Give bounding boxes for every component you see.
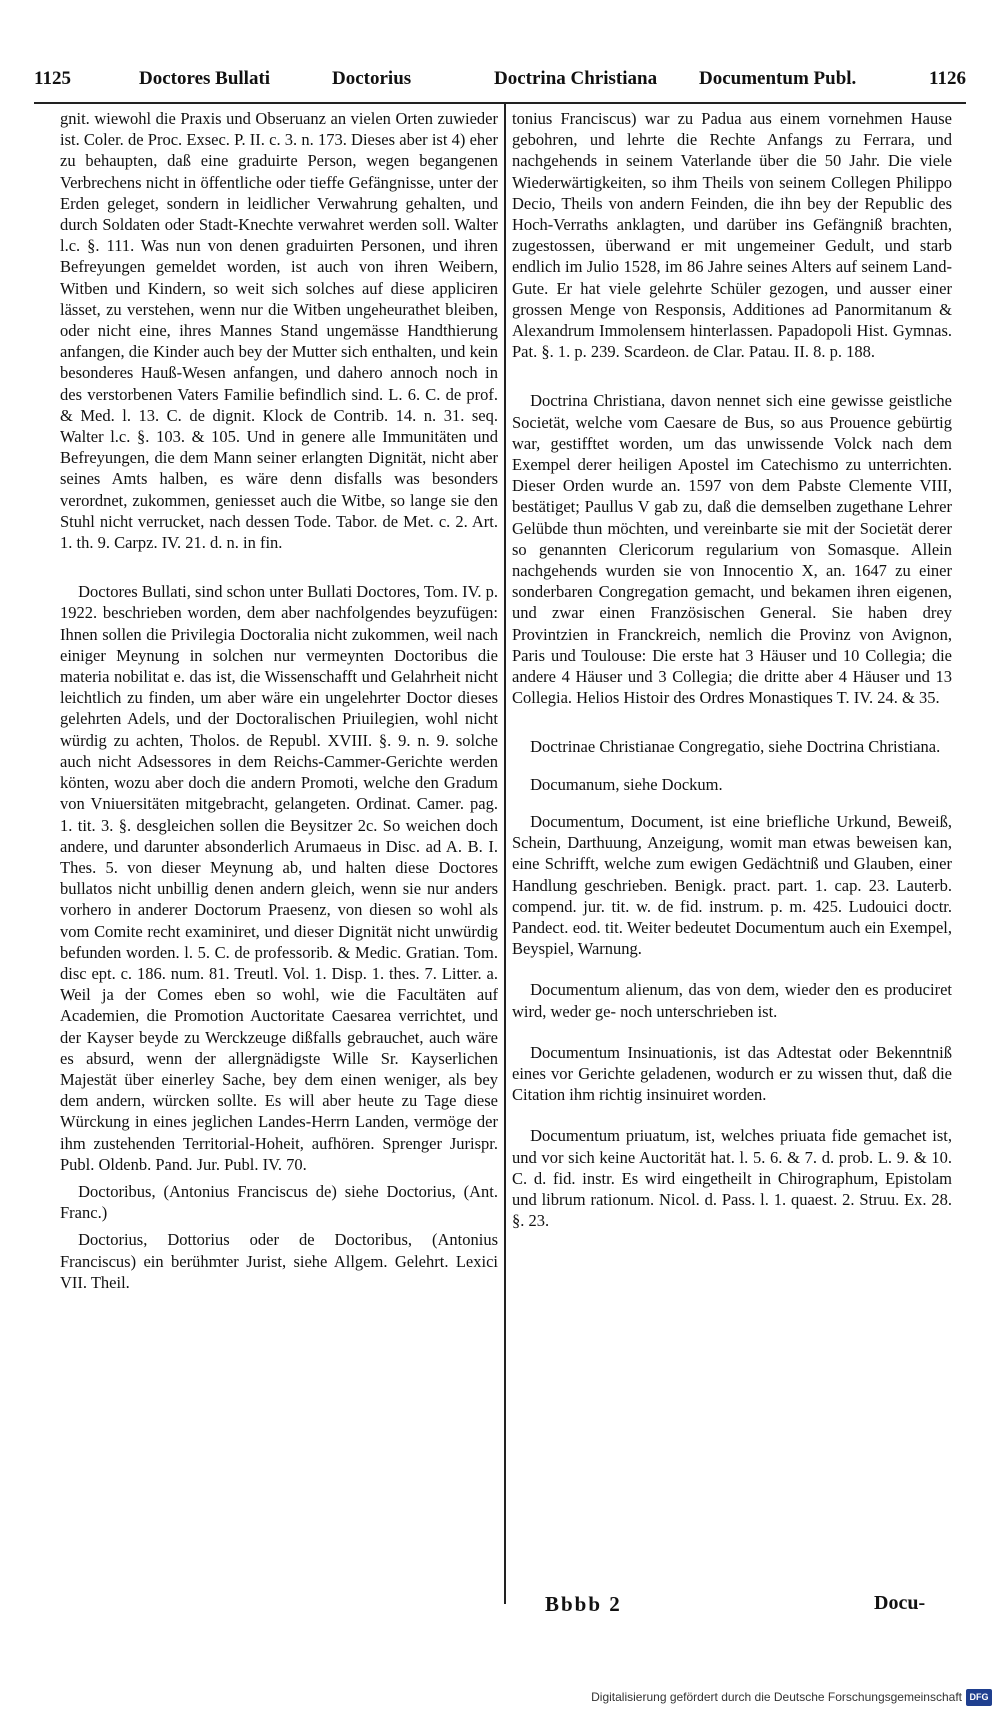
right-page-number: 1126: [929, 68, 966, 89]
left-page-number: 1125: [34, 68, 71, 89]
footer-credit: Digitalisierung gefördert durch die Deutsche Forschungsgemeinschaft: [591, 1690, 962, 1704]
entry-doctores-bullati: Doctores Bullati, sind schon unter Bullati Doctores, Tom. IV. p. 1922. beschrieben worden, dem aber nachfolgendes beyzufügen: Ihnen sollen die Privilegia Doctoralia nicht zukommen, weil nach einiger Meynung in solchen nur vermeynten Doctoribus die materia nobilitat e. das ist, die Wissenschafft und Gelahrheit nicht leichtlich zu finden, um aber wäre ein ungelehrter Doctor dieses gelehrten Adels, und der Doctoralischen Priuilegien, wohl nicht würdig zu achten, Tholos. de Republ. XVIII. §. 9. n. 9. solche auch nicht Adsessores in dem Reichs-Cammer-Gerichte werden könten, wozu aber doch die andern Promoti, welche den Gradum von Vniuersitäten mitgebracht, gelangeten. Ordinat. Camer. pag. 1. tit. 3. §. desgleichen sollen die Beysitzer 2c. So weichen doch andere, und darunter absonderlich Arumaeus in Disc. ad A. B. I. Thes. 5. von dieser Meynung ab, und halten diese Doctores bullatos nicht unbillig denen andern gleich, wenn sie nur anders vorhero in anderer Doctorum Praesenz, von diesen so wohl als vom Comite recht examiniret, und dieser Dignität nicht unwürdig befunden worden. l. 5. C. de professorib. & Medic. Gratian. Tom. disc ept. c. 186. num. 81. Treutl. Vol. 1. Disp. 1. thes. 7. Litter. a. Weil ja der Comes eben so wohl, wie die Facultäten auf Academien, die Promotion Auctoritate Caesarea verrichtet, und der Kayser beyde zu Werckzeuge dißfalls gebrauchet, auch wäre es absurd, wenn der allergnädigste Wille Sr. Kayserlichen Majestät über einerley Sache, bey dem einen weniger, als bey dem andern, würcken sollte. Es will aber heute zu Tage diese Würckung in eines jeglichen Landes-Herrn Landen, vermöge der ihm zustehenden Territorial-Hoheit, aufhören. Sprenger Jurispr. Publ. Oldenb. Pand. Jur. Publ. IV. 70.: [60, 582, 498, 1174]
paragraph-gap: [512, 714, 952, 736]
paragraph-gap: [60, 559, 498, 581]
left-headword-1: Doctores Bullati: [139, 68, 271, 89]
paragraph-gap: [512, 1111, 952, 1125]
header-rule: [34, 102, 966, 104]
entry-documentum-alienum: Documentum alienum, das von dem, wieder den es produciret wird, weder ge- noch unterschrieben ist.: [512, 980, 952, 1021]
right-headword-2: Documentum Publ.: [699, 68, 857, 89]
entry-documanum: Documanum, siehe Dockum.: [530, 774, 723, 794]
entry-doctoribus: Doctoribus, (Antonius Franciscus de) siehe Doctorius, (Ant. Franc.): [60, 1181, 498, 1223]
right-column: [512, 108, 952, 1237]
right-paragraph-1: tonius Franciscus) war zu Padua aus einem vornehmen Hause gebohren, und lehrte die Rechte Anfangs zu Ferrara, und nachgehends in seinem Vaterlande über die 50 Jahr. Die viele Wiederwärtigkeiten, so ihm Theils von seinem Collegen Philippo Decio, Theils von andern Feinden, die ihn bey der Republic des Hoch-Verraths anklagten, und darüber ins Gefängniß brachten, zugestossen, überwand er mit ungemeiner Gedult, und starb endlich im Julio 1528, im 86 Jahre seines Alters auf seinem Land-Gute. Er hat viele gelehrte Schüler gezogen, und ausser einer grossen Menge von Responsis, Additiones ad Panormitanum & Alexandrum Immolensem hinterlassen. Papadopoli Hist. Gymnas. Pat. §. 1. p. 239. Scardeon. de Clar. Patau. II. 8. p. 188.: [512, 109, 952, 362]
paragraph-gap: [512, 764, 952, 774]
entry-documentum-priuatum: Documentum priuatum, ist, welches priuata fide gemachet ist, und vor sich keine Auctorität hat. l. 5. 6. & 7. d. prob. L. 9. & 10. C. d. fid. instr. Es wird eingetheilt in Chirographum, Epistolam und librum rationum. Nicol. d. Pass. l. 1. quaest. 2. Struu. Ex. 28. §. 23.: [512, 1126, 952, 1231]
paragraph-gap: [512, 801, 952, 811]
running-header: [34, 68, 966, 102]
entry-doctrinae-christianae-congregatio: Doctrinae Christianae Congregatio, siehe Doctrina Christiana.: [530, 737, 941, 757]
left-column: [60, 108, 498, 1299]
paragraph-gap: [512, 368, 952, 390]
left-paragraph-1: gnit. wiewohl die Praxis und Obseruanz an vielen Orten zuwieder ist. Coler. de Proc. Exsec. P. II. c. 3. n. 173. Dieses aber ist 4) eher zu behaupten, daß eine graduirte Person, wegen begangenen Verbrechens nicht in öffentliche oder tieffe Gefängnisse, unter der Erden geleget, sondern in leidlicher Verwahrung gehalten, und durch Soldaten oder Stadt-Knechte verwahret werden soll. Walter l.c. §. 111. Was nun von denen graduirten Personen, und ihren Befreyungen gemeldet worden, ist auch von ihren Weibern, Witben und Kindern, so weit sich solches auf diese appliciren lässet, zu verstehen, wenn nur die Witben ungeheurathet bleiben, oder nicht eine, ihres Mannes Stand ungemässe Handthierung anfangen, die Kinder auch bey der Mutter sich enthalten, und kein besonderes Hauß-Wesen anfangen, und dahero annoch noch in des verstorbenen Vaters Familie befindlich sind. L. 6. C. de prof. & Med. l. 13. C. de dignit. Klock de Contrib. 14. n. 31. seq. Walter l.c. §. 103. & 105. Und in genere alle Immunitäten und Befreyungen, die dem Mann seiner erlangten Dignität, nicht aber seines Amts halben, es wäre denn disfalls was besonders verordnet, zukommen, geniesset auch die Witbe, so lange sie den Stuhl nicht verrucket, nach dessen Tode. Tabor. de Met. c. 2. Art. 1. th. 9. Carpz. IV. 21. d. n. in fin.: [60, 109, 498, 553]
column-divider: [504, 104, 506, 1604]
right-headword-1: Doctrina Christiana: [494, 68, 658, 89]
entry-documentum-insinuationis: Documentum Insinuationis, ist das Adtestat oder Bekenntniß eines vor Gerichte geladenen, wodurch er zu wissen thut, daß die Citation ihm richtig insinuiret worden.: [512, 1042, 952, 1105]
signature-mark: Bbbb 2: [545, 1592, 622, 1616]
catchword: Docu-: [874, 1592, 926, 1614]
left-headword-2: Doctorius: [332, 68, 412, 89]
paragraph-gap: [512, 965, 952, 979]
dfg-logo: DFG: [966, 1689, 992, 1706]
paragraph-gap: [512, 1028, 952, 1042]
entry-doctorius: Doctorius, Dottorius oder de Doctoribus, (Antonius Franciscus) ein berühmter Jurist, siehe Allgem. Gelehrt. Lexici VII. Theil.: [60, 1230, 498, 1292]
entry-doctrina-christiana: Doctrina Christiana, davon nennet sich eine gewisse geistliche Societät, welche vom Caesare de Bus, so aus Prouence gebürtig war, gestifftet worden, um das unwissende Volck nach dem Exempel derer heiligen Apostel im Catechismo zu unterrichten. Dieser Orden wurde an. 1597 von dem Pabste Clemente VIII, bestätiget; Paullus V gab zu, daß die demselben zugethane Lehrer Gelübde thun möchten, und vereinbarte sie mit der Societät derer so genannten Clericorum regularium von Somasque. Allein nachgehends wurden sie von Innocentio X, an. 1647 zu einer sonderbaren Congregation gemacht, und bekamen ihren eigenen, und zwar einen Französischen General. Sie haben drey Provintzien in Franckreich, nemlich die Provinz von Avignon, Paris und Toulouse: Die erste hat 3 Häuser und 10 Collegia; die andere 4 Häuser und 3 Collegia; die dritte aber 4 Häuser und 13 Collegia. Helios Histoir des Ordres Monastiques T. IV. 24. & 35.: [512, 391, 952, 708]
entry-documentum: Documentum, Document, ist eine briefliche Urkund, Beweiß, Schein, Darthuung, Anzeigung, womit man etwas beweisen kan, eine Schrifft, welche zum ewigen Gedächtniß und Glauben, einer Handlung geschrieben. Benigk. pract. part. 1. cap. 23. Lauterb. compend. jur. tit. w. de fid. instrum. p. m. 425. Ludouici doctr. Pandect. eod. tit. Weiter bedeutet Documentum auch ein Exempel, Beyspiel, Warnung.: [512, 811, 952, 959]
digitization-footer: [0, 1686, 1000, 1711]
